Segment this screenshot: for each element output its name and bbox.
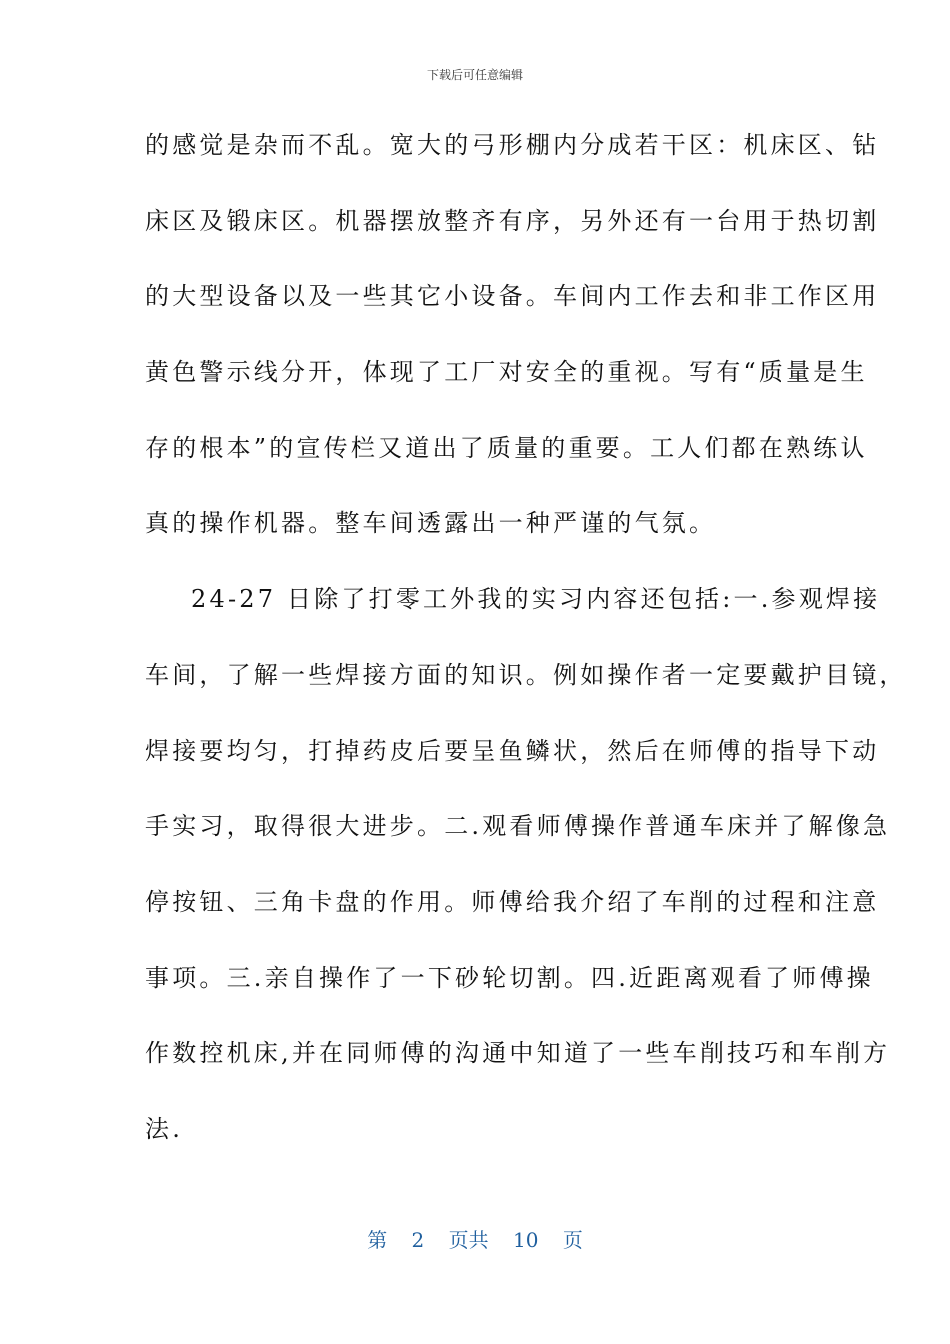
page-header: 下载后可任意编辑 <box>426 68 523 82</box>
page-footer <box>0 1224 950 1253</box>
page-label-middle: 页共 <box>448 1228 489 1252</box>
current-page-number: 2 <box>411 1228 425 1252</box>
text-line: 的大型设备以及一些其它小设备。车间内工作去和非工作区用 <box>145 282 880 311</box>
text-line: 事项。三.亲自操作了一下砂轮切割。四.近距离观看了师傅操 <box>145 963 874 992</box>
page-label-suffix: 页 <box>562 1228 583 1252</box>
text-line: 真的操作机器。整车间透露出一种严谨的气氛。 <box>145 509 717 538</box>
document-body <box>145 108 907 1168</box>
paragraph-2 <box>145 562 907 1168</box>
text-line: 24-27 日除了打零工外我的实习内容还包括:一.参观焊接 <box>191 585 881 614</box>
text-line: 黄色警示线分开，体现了工厂对安全的重视。写有“质量是生 <box>145 358 868 387</box>
text-line: 手实习，取得很大进步。二.观看师傅操作普通车床并了解像急 <box>145 812 891 841</box>
text-line: 存的根本”的宣传栏又道出了质量的重要。工人们都在熟练认 <box>145 433 868 462</box>
text-line: 床区及锻床区。机器摆放整齐有序，另外还有一台用于热切割 <box>145 206 880 235</box>
total-page-count: 10 <box>513 1228 539 1252</box>
text-line: 焊接要均匀，打掉药皮后要呈鱼鳞状，然后在师傅的指导下动 <box>145 736 880 765</box>
text-line: 法. <box>145 1114 184 1143</box>
text-line: 车间，了解一些焊接方面的知识。例如操作者一定要戴护目镜， <box>145 660 907 689</box>
text-line: 停按钮、三角卡盘的作用。师傅给我介绍了车削的过程和注意 <box>145 887 880 916</box>
text-line: 作数控机床,并在同师傅的沟通中知道了一些车削技巧和车削方 <box>145 1039 891 1068</box>
paragraph-1 <box>145 108 880 562</box>
page-label-prefix: 第 <box>367 1228 388 1252</box>
text-line: 的感觉是杂而不乱。宽大的弓形棚内分成若干区：机床区、钻 <box>145 131 880 159</box>
